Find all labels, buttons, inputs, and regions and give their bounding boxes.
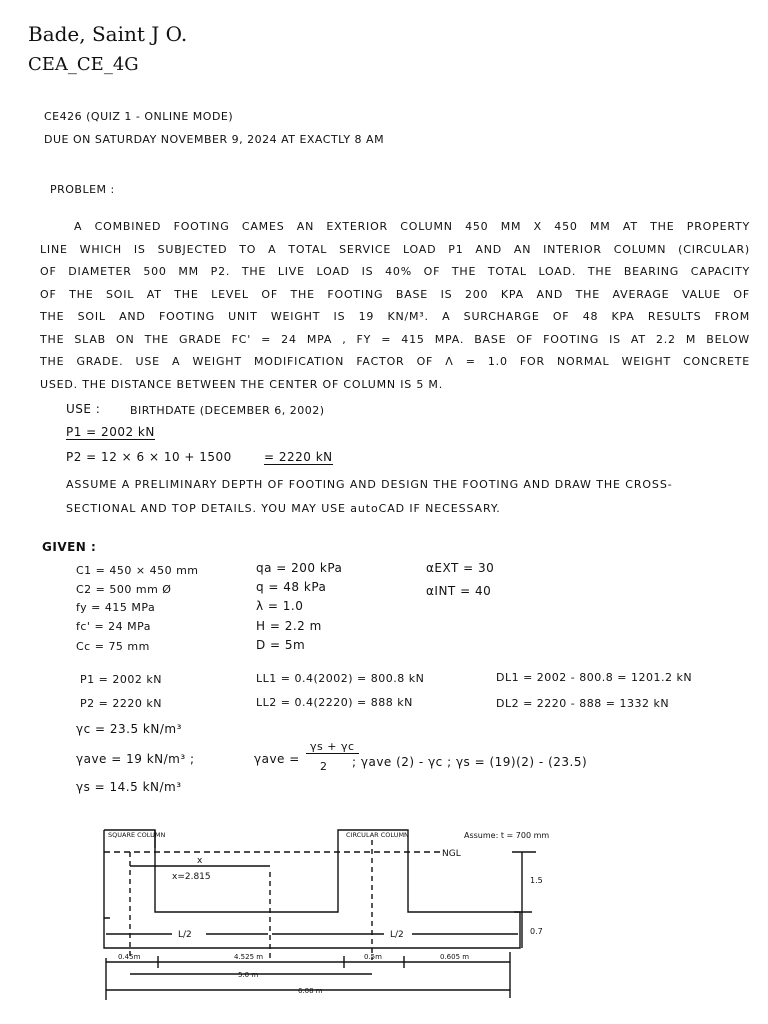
given-c2: C2 = 500 mm Ø <box>76 583 172 596</box>
given-h: H = 2.2 m <box>256 619 322 633</box>
given-fy: fy = 415 MPa <box>76 601 156 614</box>
given-alpha-ext: αEXT = 30 <box>426 561 495 575</box>
given-alpha-int: αINT = 40 <box>426 584 492 598</box>
label-ngl: NGL <box>442 849 461 859</box>
given-c1: C1 = 450 × 450 mm <box>76 564 199 577</box>
given-label: GIVEN : <box>42 540 97 554</box>
given-gamma-s: γs = 14.5 kN/m³ <box>76 780 182 794</box>
assume-line-2: SECTIONAL AND TOP DETAILS. YOU MAY USE autoCAD IF NECESSARY. <box>66 502 501 515</box>
footing-outline <box>104 830 110 918</box>
p2-expression: P2 = 12 × 6 × 10 + 1500 <box>66 450 232 464</box>
given-d: D = 5m <box>256 638 306 652</box>
problem-line: OF THE SOIL AT THE LEVEL OF THE FOOTING BASE IS 200 KPA AND THE AVERAGE VALUE OF <box>40 287 750 301</box>
given-cc: Cc = 75 mm <box>76 640 150 653</box>
given-ll2: LL2 = 0.4(2220) = 888 kN <box>256 696 413 709</box>
given-gamma-ave-eq: γave = <box>254 752 300 766</box>
problem-line: LINE WHICH IS SUBJECTED TO A TOTAL SERVICE LOAD P1 AND AN INTERIOR COLUMN (CIRCULAR) <box>40 242 750 256</box>
use-value: BIRTHDATE (DECEMBER 6, 2002) <box>130 404 325 417</box>
problem-line: A COMBINED FOOTING CAMES AN EXTERIOR COLUMN 450 MM X 450 MM AT THE PROPERTY <box>74 220 750 233</box>
label-height-2: 0.7 <box>530 927 543 936</box>
use-label: USE : <box>66 402 101 416</box>
quiz-due: DUE ON SATURDAY NOVEMBER 9, 2024 AT EXACTLY 8 AM <box>44 133 385 146</box>
p2-result: = 2220 kN <box>264 450 333 464</box>
quiz-title: CE426 (QUIZ 1 - ONLINE MODE) <box>44 110 234 123</box>
given-p1: P1 = 2002 kN <box>80 673 162 686</box>
given-gamma-c: γc = 23.5 kN/m³ <box>76 722 182 736</box>
label-assume: Assume: t = 700 mm <box>464 831 550 840</box>
p1-value: P1 = 2002 kN <box>66 425 155 439</box>
fraction-numerator: γs + γc <box>306 740 359 754</box>
dim-0-605: 0.605 m <box>440 953 470 961</box>
problem-line: USED. THE DISTANCE BETWEEN THE CENTER OF COLUMN IS 5 M. <box>40 377 444 391</box>
problem-line: OF DIAMETER 500 MM P2. THE LIVE LOAD IS 40% OF THE TOTAL LOAD. THE BEARING CAPACITY <box>40 265 750 278</box>
dim-0-5: 0.5m <box>364 953 382 961</box>
dim-4-525: 4.525 m <box>234 953 264 961</box>
dim-0-45: 0.45m <box>118 953 141 961</box>
student-section: CEA_CE_4G <box>28 54 139 75</box>
given-dl1: DL1 = 2002 - 800.8 = 1201.2 kN <box>496 671 693 684</box>
given-q: q = 48 kPa <box>256 580 327 594</box>
given-lambda: λ = 1.0 <box>256 599 304 613</box>
given-p2: P2 = 2220 kN <box>80 697 162 710</box>
label-square-column: SQUARE COLUMN <box>108 831 166 839</box>
dim-5-0: 5.0 m <box>238 971 259 979</box>
fraction-denominator: 2 <box>320 760 328 773</box>
label-half-length-1: L/2 <box>178 930 192 940</box>
label-circular-column: CIRCULAR COLUMN <box>346 831 409 839</box>
label-x: x <box>197 856 203 866</box>
dim-6-08: 6.08 m <box>298 987 323 995</box>
problem-line: THE SOIL AND FOOTING UNIT WEIGHT IS 19 KN/M³. A SURCHARGE OF 48 KPA RESULTS FROM <box>40 310 750 323</box>
student-name: Bade, Saint J O. <box>28 22 188 46</box>
label-half-length-2: L/2 <box>390 930 404 940</box>
given-gamma-rest: ; γave (2) - γc ; γs = (19)(2) - (23.5) <box>352 755 588 769</box>
problem-line: THE GRADE. USE A WEIGHT MODIFICATION FACTOR OF Λ = 1.0 FOR NORMAL WEIGHT CONCRETE <box>40 355 750 368</box>
given-qa: qa = 200 kPa <box>256 561 343 575</box>
label-height-1: 1.5 <box>530 876 543 885</box>
assume-line-1: ASSUME A PRELIMINARY DEPTH OF FOOTING AND DESIGN THE FOOTING AND DRAW THE CROSS- <box>66 478 673 491</box>
problem-line: THE SLAB ON THE GRADE FC' = 24 MPA , FY = 415 MPA. BASE OF FOOTING IS AT 2.2 M BELOW <box>40 332 750 346</box>
given-gamma-ave: γave = 19 kN/m³ ; <box>76 752 195 766</box>
given-ll1: LL1 = 0.4(2002) = 800.8 kN <box>256 672 425 685</box>
given-dl2: DL2 = 2220 - 888 = 1332 kN <box>496 697 670 710</box>
problem-label: PROBLEM : <box>50 183 115 196</box>
label-x-value: x=2.815 <box>172 872 211 882</box>
given-fc: fc' = 24 MPa <box>76 620 152 633</box>
